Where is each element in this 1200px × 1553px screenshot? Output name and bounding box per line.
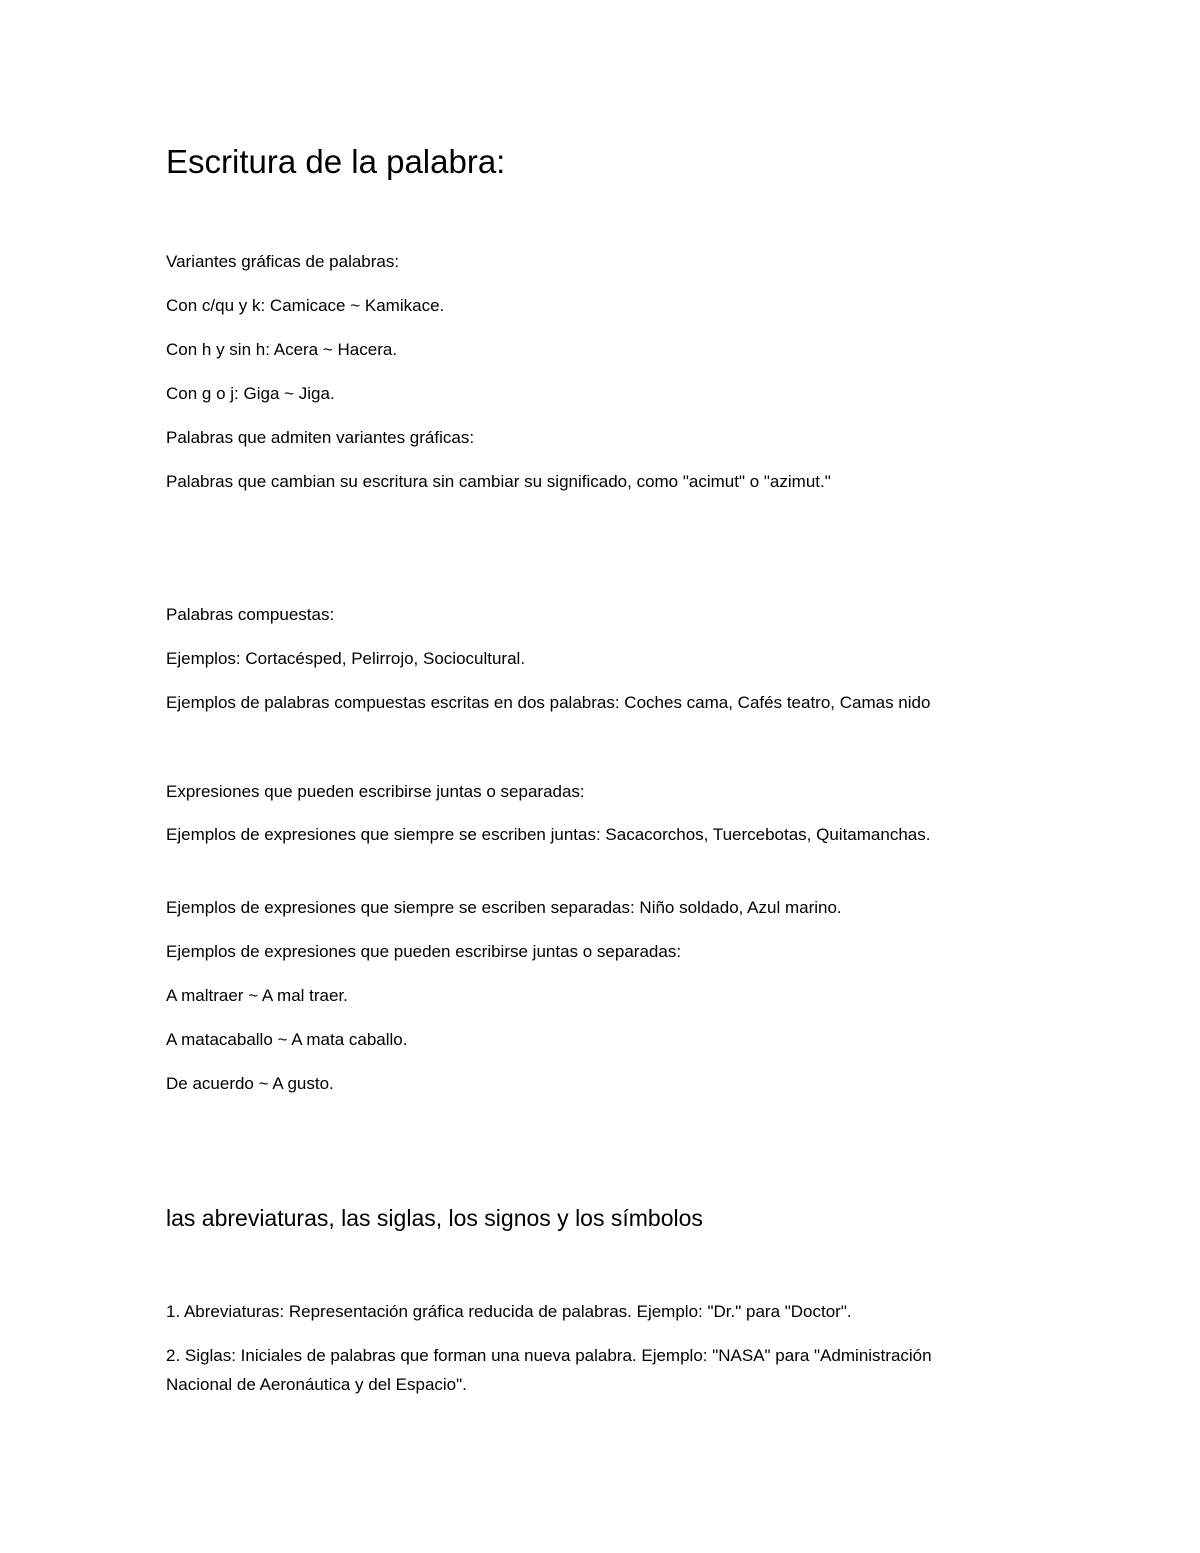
paragraph: A matacaballo ~ A mata caballo. bbox=[166, 1030, 408, 1049]
paragraph: Con c/qu y k: Camicace ~ Kamikace. bbox=[166, 296, 445, 315]
paragraph: Ejemplos de expresiones que pueden escribirse juntas o separadas: bbox=[166, 942, 682, 961]
paragraph: Con g o j: Giga ~ Jiga. bbox=[166, 384, 335, 403]
document-title: Escritura de la palabra: bbox=[166, 143, 506, 180]
section-heading-expresiones: Expresiones que pueden escribirse juntas o separadas: bbox=[166, 782, 585, 801]
section-heading-compuestas: Palabras compuestas: bbox=[166, 605, 335, 624]
section-heading-abreviaturas: las abreviaturas, las siglas, los signos y los símbolos bbox=[166, 1205, 703, 1231]
paragraph: 2. Siglas: Iniciales de palabras que forman una nueva palabra. Ejemplo: "NASA" para "Administración Nacional de Aeronáutica y del Espacio". bbox=[166, 1346, 932, 1394]
paragraph: Ejemplos: Cortacésped, Pelirrojo, Sociocultural. bbox=[166, 649, 526, 668]
paragraph: Palabras que cambian su escritura sin cambiar su significado, como "acimut" o "azimut." bbox=[166, 472, 831, 491]
section-heading-variantes: Variantes gráficas de palabras: bbox=[166, 252, 400, 271]
paragraph: Con h y sin h: Acera ~ Hacera. bbox=[166, 340, 398, 359]
paragraph: A maltraer ~ A mal traer. bbox=[166, 986, 348, 1005]
paragraph: Ejemplos de expresiones que siempre se escriben juntas: Sacacorchos, Tuercebotas, Quitamanchas. bbox=[166, 825, 931, 844]
paragraph: 1. Abreviaturas: Representación gráfica reducida de palabras. Ejemplo: "Dr." para "Doctor". bbox=[166, 1302, 852, 1321]
paragraph: De acuerdo ~ A gusto. bbox=[166, 1074, 334, 1093]
paragraph: Ejemplos de palabras compuestas escritas en dos palabras: Coches cama, Cafés teatro, Camas nido bbox=[166, 693, 931, 712]
paragraph: Palabras que admiten variantes gráficas: bbox=[166, 428, 475, 447]
paragraph: Ejemplos de expresiones que siempre se escriben separadas: Niño soldado, Azul marino. bbox=[166, 898, 842, 917]
